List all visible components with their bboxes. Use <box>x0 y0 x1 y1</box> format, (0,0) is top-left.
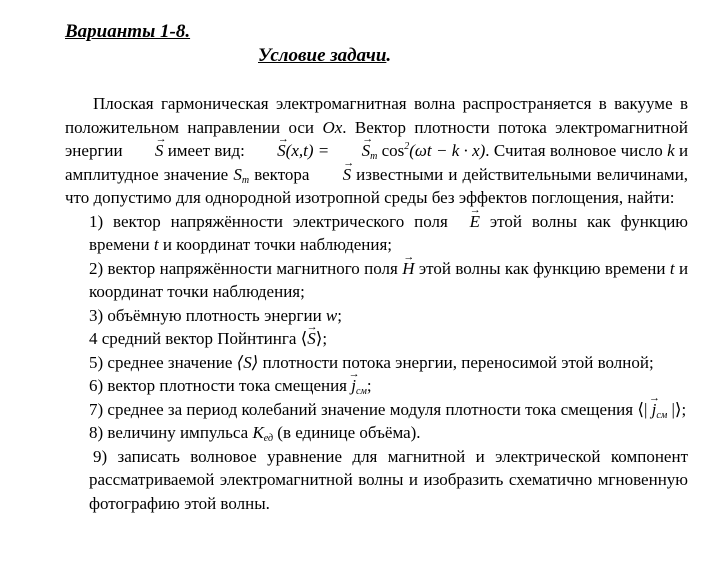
j-vector-2: → j <box>652 398 657 422</box>
item-2-text-b: этой волны как функцию времени <box>418 258 666 278</box>
mod-close: |⟩; <box>671 399 687 419</box>
item-1-text-c: и координат точки наблюдения; <box>162 235 393 254</box>
j-subscript-2: см <box>656 409 668 421</box>
formula-Sm-vector: → S <box>334 139 371 163</box>
item-2-text-c: и координат точки наблюдения; <box>89 258 689 301</box>
time-t: t <box>153 235 159 254</box>
item-7 <box>65 398 688 422</box>
mean-energy-flux: ⟨S⟩ <box>236 352 259 372</box>
vector-S-symbol: → S <box>315 163 352 187</box>
formula-m-subscript: m <box>370 151 378 162</box>
intro-text-7: известными и действительными величинами, что допустимо для однородной изотропной среды без эффектов поглощения, найти: <box>65 164 689 207</box>
item-2-text-a: 2) вектор напряжённости магнитного поля <box>89 258 398 278</box>
intro-text-5: и амплитудное значение <box>65 141 689 184</box>
intro-text-2: . Вектор плотности потока электромагнитной энергии <box>65 117 689 160</box>
amplitude-subscript: m <box>241 174 250 186</box>
item-6-text-b: ; <box>366 376 372 395</box>
item-5-text-a: 5) среднее значение <box>89 352 233 372</box>
mean-poynting-vector <box>301 329 328 348</box>
item-5-text-c: плотности потока энергии, переносимой этой волной; <box>262 352 654 372</box>
problem-condition-title: Условие задачи <box>258 45 387 66</box>
intro-text-6: вектора <box>254 164 310 184</box>
K-symbol: K <box>252 423 264 442</box>
item-1-text-a: 1) вектор напряжённости электрического поля <box>89 211 448 231</box>
wave-number-k: k <box>667 141 675 160</box>
intro-text-4: . Считая волновое число <box>485 141 663 160</box>
magnetic-field-vector: → H <box>402 257 414 281</box>
amplitude-S: S <box>233 164 242 184</box>
mean-S-vector: → S <box>307 327 316 351</box>
formula-power: 2 <box>404 141 410 152</box>
item-3 <box>65 304 688 328</box>
j-subscript: см <box>356 386 367 397</box>
item-9: 9) записать волновое уравнение для магнитной и электрической компонент рассматриваемой электромагнитной волны и изобразить схематично мгновенную фотографию этой волны. <box>89 446 688 513</box>
item-6-text-a: 6) вектор плотности тока смещения <box>89 376 348 395</box>
time-t: t <box>669 258 675 278</box>
mod-open: ⟨| <box>637 399 648 419</box>
variants-heading: Варианты 1-8. <box>65 21 191 42</box>
intro-text-1: Плоская гармоническая электромагнитная волна распространяется в вакууме в положительном направлении оси <box>65 94 688 137</box>
intro-text-3: имеет вид: <box>167 141 245 160</box>
item-3-text-a: 3) объёмную плотность энергии <box>89 305 322 325</box>
amplitude-Sm <box>233 165 249 184</box>
problem-condition-period: . <box>386 45 392 66</box>
item-6 <box>65 374 688 398</box>
formula-argument: (ωt − k · x) <box>409 141 486 160</box>
item-1-text-b: этой волны как функцию времени <box>89 211 689 254</box>
item-4-text-a: 4 средний вектор Пойнтинга <box>89 329 297 348</box>
momentum-K <box>252 423 273 442</box>
axis-ox: Ox <box>322 117 343 137</box>
item-3-text-b: ; <box>337 305 342 325</box>
electric-field-vector: → E <box>470 210 480 234</box>
j-vector: → j <box>351 374 356 398</box>
item-8 <box>65 421 688 445</box>
item-7-text-a: 7) среднее за период колебаний значение модуля плотности тока смещения <box>89 399 634 419</box>
displacement-current-vector <box>351 376 367 395</box>
energy-density-w: w <box>325 305 338 325</box>
item-8-text-a: 8) величину импульса <box>89 423 249 442</box>
item-8-text-b: (в единице объёма). <box>277 423 421 442</box>
problem-body <box>65 92 688 515</box>
formula-lhs: (x,t) = <box>285 141 334 160</box>
K-subscript: ед <box>263 433 274 444</box>
angle-close: ⟩; <box>315 329 328 348</box>
item-4 <box>65 327 688 351</box>
angle-open: ⟨ <box>300 329 308 348</box>
poynting-formula <box>249 141 485 160</box>
item-1 <box>65 210 688 257</box>
poynting-vector-symbol: → S <box>127 139 164 163</box>
problem-condition-heading <box>258 44 391 68</box>
item-5 <box>65 351 688 375</box>
formula-cos: cos <box>377 141 405 160</box>
item-2 <box>65 257 688 304</box>
problem-intro <box>65 92 688 210</box>
formula-S-vector: → S <box>249 139 286 163</box>
mean-displacement-current-modulus <box>637 400 686 419</box>
